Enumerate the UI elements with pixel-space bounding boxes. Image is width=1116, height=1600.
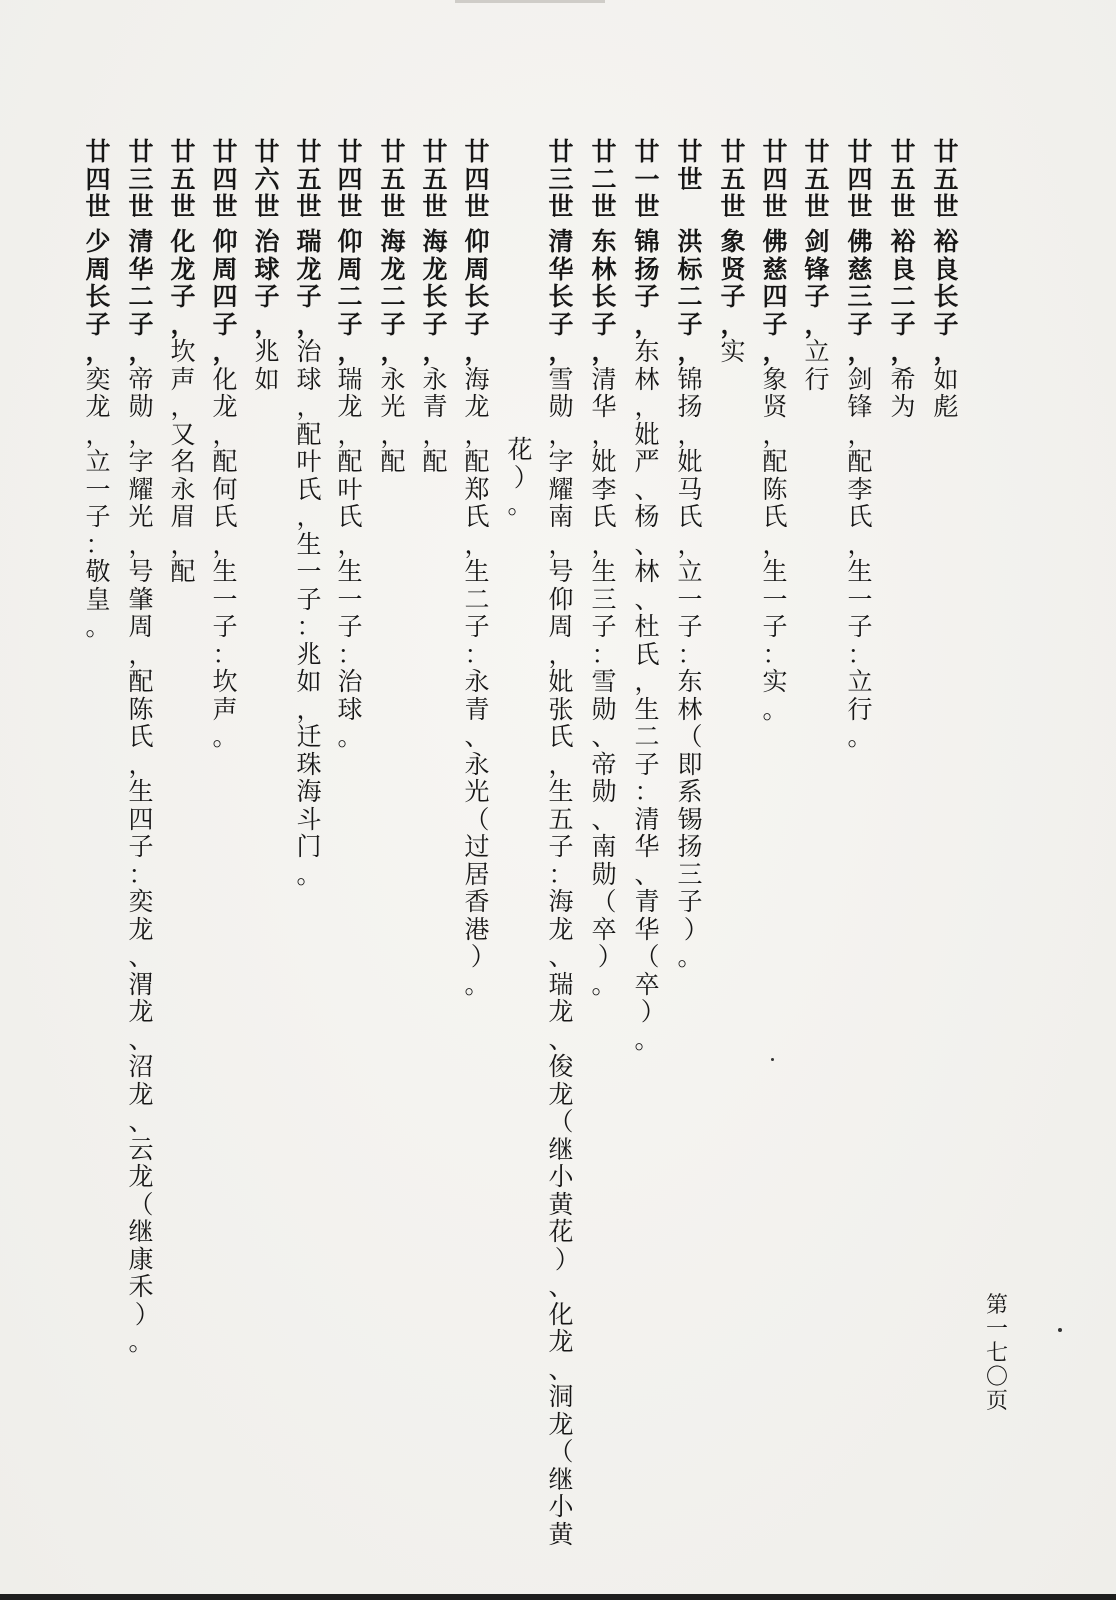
generation-label: 廿五世	[422, 137, 448, 221]
entry-detail: 希为	[890, 364, 916, 421]
entry-detail: 剑锋，配李氏，生一子：立行。	[847, 364, 873, 751]
entry-lead: 象贤子，	[720, 227, 746, 339]
entry-text	[333, 228, 367, 751]
entry-text	[544, 228, 578, 1548]
entry-text	[418, 228, 452, 476]
entry-detail: 奕龙，立一子：敬皇。	[85, 364, 111, 641]
entry-text	[81, 228, 115, 641]
entry-detail: 清华，妣李氏，生三子：雪勋、帝勋、南勋（卒）。	[591, 364, 617, 999]
generation-label: 廿四世	[847, 137, 873, 221]
entry-detail: 立行	[804, 337, 830, 394]
generation-label: 廿五世	[720, 137, 746, 221]
genealogy-entry	[716, 138, 750, 366]
entry-detail: 实	[720, 337, 746, 366]
entry-lead: 洪标二子，	[677, 227, 703, 366]
genealogy-entry	[208, 138, 242, 751]
entry-lead: 佛慈四子，	[762, 227, 788, 366]
genealogy-entry	[81, 138, 115, 641]
entry-detail: 瑞龙，配叶氏，生一子：治球。	[337, 364, 363, 751]
genealogy-entry	[886, 138, 920, 421]
genealogy-entry	[376, 138, 410, 476]
entry-lead: 东林长子，	[591, 227, 617, 366]
entry-lead: 清华二子，	[128, 227, 154, 366]
entry-text	[886, 228, 920, 421]
generation-label: 廿五世	[380, 137, 406, 221]
entry-detail: 治球，配叶氏，生一子：兆如，迁珠海斗门。	[296, 337, 322, 889]
scan-speck	[771, 1058, 774, 1061]
entry-detail: 象贤，配陈氏，生一子：实。	[762, 364, 788, 724]
generation-label: 廿 世	[677, 137, 703, 194]
entry-detail: 化龙，配何氏，生一子：坎声。	[212, 364, 238, 751]
generation-label: 廿六世	[254, 137, 280, 221]
generation-label: 廿五世	[804, 137, 830, 221]
genealogy-entry	[929, 138, 963, 421]
entry-detail: 雪勋，字耀南，号仰周，妣张氏，生五子：海龙、瑞龙、俊龙（继小黄花）、化龙、洞龙（继小黄	[548, 364, 574, 1549]
entry-lead: 佛慈三子，	[847, 227, 873, 366]
genealogy-entry-continuation	[503, 436, 537, 519]
entry-text	[292, 228, 326, 888]
genealogy-entry	[460, 138, 494, 998]
genealogy-entry	[292, 138, 326, 888]
entry-detail: 海龙，配郑氏，生二子：永青、永光（过居香港）。	[464, 364, 490, 999]
entry-text	[208, 228, 242, 751]
genealogy-entry	[124, 138, 158, 1356]
entry-detail: 锦扬，妣马氏，立一子：东林（即系锡扬三子）。	[677, 364, 703, 971]
generation-label: 廿五世	[170, 137, 196, 221]
entry-lead: 瑞龙子，	[296, 227, 322, 339]
entry-lead: 化龙子，	[170, 227, 196, 339]
generation-label: 廿五世	[296, 137, 322, 221]
entry-text	[460, 228, 494, 998]
entry-detail: 兆如	[254, 337, 280, 394]
entry-lead: 剑锋子，	[804, 227, 830, 339]
entry-lead: 清华长子，	[548, 227, 574, 366]
genealogy-entry	[800, 138, 834, 393]
generation-label: 廿四世	[85, 137, 111, 221]
entry-lead: 海龙长子，	[422, 227, 448, 366]
entry-detail: 如彪	[933, 364, 959, 421]
entry-text	[929, 228, 963, 421]
entry-text	[587, 228, 621, 998]
entry-text	[716, 228, 750, 366]
entry-lead: 少周长子，	[85, 227, 111, 366]
entry-text	[166, 228, 200, 586]
genealogy-entry	[630, 138, 664, 1053]
genealogy-entry	[673, 138, 707, 971]
entry-text	[800, 228, 834, 393]
entry-detail: 花）。	[507, 435, 533, 519]
generation-label: 廿五世	[890, 137, 916, 221]
genealogy-entry	[587, 138, 621, 998]
genealogy-entry	[333, 138, 367, 751]
page-number: 第一七〇页	[985, 1293, 1008, 1414]
genealogy-entry	[418, 138, 452, 476]
generation-label: 廿一世	[634, 137, 660, 221]
generation-label: 廿四世	[337, 137, 363, 221]
entry-lead: 海龙二子，	[380, 227, 406, 366]
entry-detail: 东林，妣严、杨、林、杜氏，生二子：清华、青华（卒）。	[634, 337, 660, 1054]
entry-text	[376, 228, 410, 476]
entry-detail: 永青，配	[422, 364, 448, 476]
entry-detail: 永光，配	[380, 364, 406, 476]
scan-edge-bottom	[0, 1594, 1116, 1600]
entry-text	[843, 228, 877, 751]
entry-detail: 帝勋，字耀光，号肇周，配陈氏，生四子：奕龙、渭龙、沼龙、云龙（继康禾）。	[128, 364, 154, 1356]
entry-lead: 仰周四子，	[212, 227, 238, 366]
generation-label: 廿二世	[591, 137, 617, 221]
genealogy-entry	[843, 138, 877, 751]
entry-text	[630, 228, 664, 1053]
generation-label: 廿四世	[762, 137, 788, 221]
generation-label: 廿三世	[128, 137, 154, 221]
entry-lead: 仰周二子，	[337, 227, 363, 366]
entry-text	[673, 228, 707, 971]
entry-text	[124, 228, 158, 1356]
scan-speck	[1058, 1328, 1062, 1332]
entry-lead: 锦扬子，	[634, 227, 660, 339]
generation-label: 廿三世	[548, 137, 574, 221]
scan-edge-top	[455, 0, 605, 3]
entry-lead: 仰周长子，	[464, 227, 490, 366]
genealogy-entry	[166, 138, 200, 586]
entry-text	[758, 228, 792, 723]
entry-lead: 裕良二子，	[890, 227, 916, 366]
genealogy-entry	[758, 138, 792, 723]
entry-text	[250, 228, 284, 393]
entry-lead: 治球子，	[254, 227, 280, 339]
genealogy-entry	[544, 138, 578, 1548]
genealogy-entry	[250, 138, 284, 393]
entry-lead: 裕良长子，	[933, 227, 959, 366]
generation-label: 廿四世	[464, 137, 490, 221]
entry-detail: 坎声，又名永眉，配	[170, 337, 196, 586]
generation-label: 廿五世	[933, 137, 959, 221]
generation-label: 廿四世	[212, 137, 238, 221]
